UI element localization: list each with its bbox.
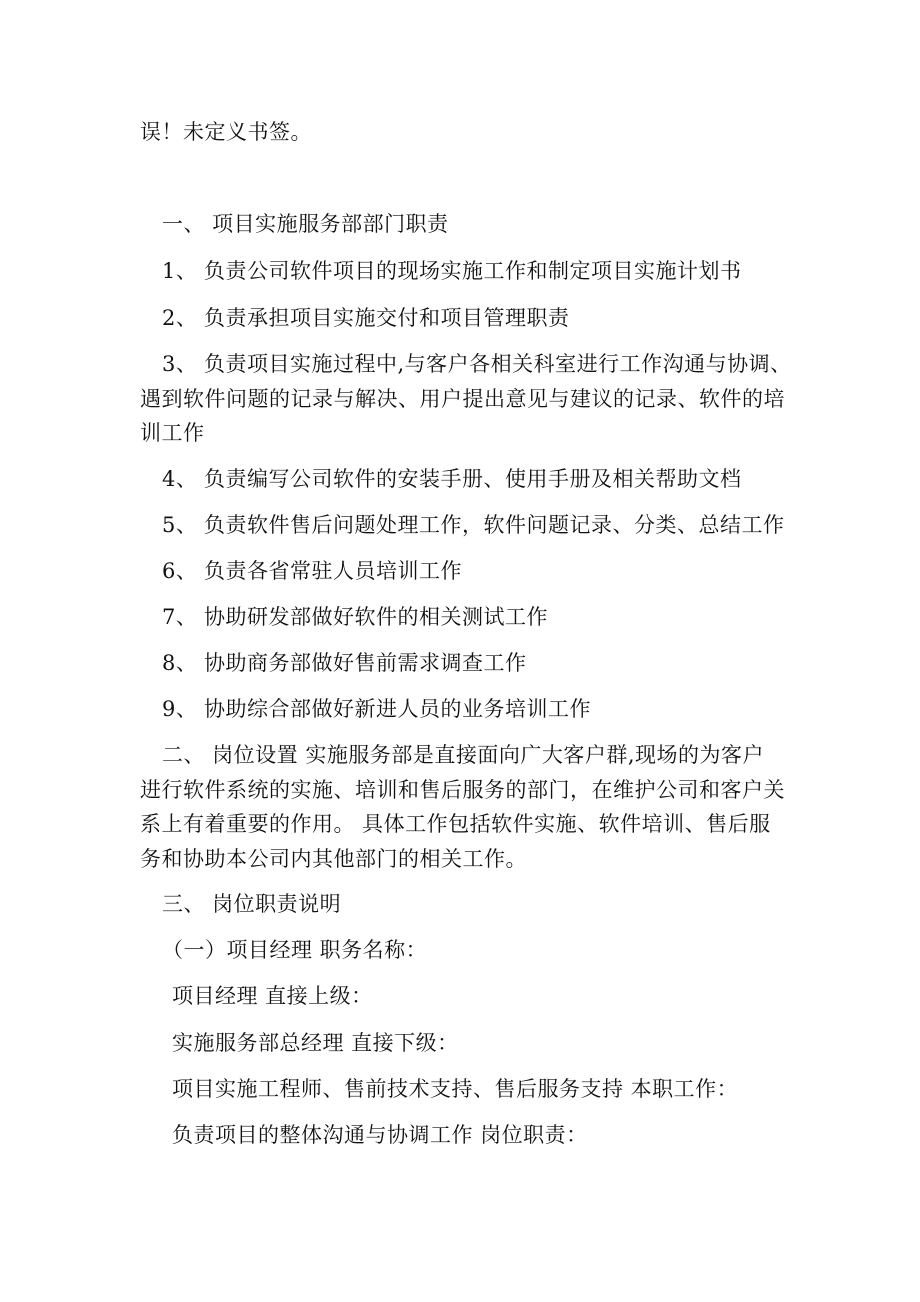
item-number: 6、	[162, 559, 198, 583]
item-text: 负责软件售后问题处理工作，软件问题记录、分类、总结工作	[204, 513, 785, 537]
item-text: 协助商务部做好售前需求调查工作	[204, 651, 527, 675]
item-text: 负责承担项目实施交付和项目管理职责	[204, 306, 570, 330]
list-item-continuation: 遇到软件问题的记录与解决、用户提出意见与建议的记录、软件的培	[140, 387, 785, 411]
section2-line: 务和协助本公司内其他部门的相关工作。	[140, 847, 527, 871]
list-item	[162, 513, 785, 537]
item-text: 协助研发部做好软件的相关测试工作	[204, 605, 548, 629]
item-number: 8、	[162, 651, 198, 675]
section3-line: 项目经理 直接上级：	[172, 984, 373, 1008]
list-item	[162, 559, 462, 583]
section2-line: 系上有着重要的作用。 具体工作包括软件实施、软件培训、售后服	[140, 812, 771, 836]
item-text: 协助综合部做好新进人员的业务培训工作	[204, 697, 591, 721]
list-item	[162, 605, 548, 629]
list-item	[162, 651, 527, 675]
item-text: 负责编写公司软件的安装手册、使用手册及相关帮助文档	[204, 467, 742, 491]
section3-line: 负责项目的整体沟通与协调工作 岗位职责：	[172, 1123, 588, 1147]
list-item	[162, 352, 792, 376]
section3-line: （一）项目经理 职务名称：	[162, 938, 428, 962]
item-text: 负责公司软件项目的现场实施工作和制定项目实施计划书	[204, 259, 742, 283]
list-item	[162, 697, 591, 721]
list-item	[162, 259, 742, 283]
item-number: 5、	[162, 513, 198, 537]
list-item-continuation: 训工作	[140, 421, 205, 445]
item-number: 4、	[162, 467, 198, 491]
section2-line: 二、 岗位设置 实施服务部是直接面向广大客户群,现场的为客户	[162, 743, 765, 767]
item-number: 2、	[162, 306, 198, 330]
list-item	[162, 467, 742, 491]
item-text: 负责各省常驻人员培训工作	[204, 559, 462, 583]
item-number: 3、	[162, 352, 198, 376]
section1-heading: 一、 项目实施服务部部门职责	[162, 212, 449, 236]
item-number: 9、	[162, 697, 198, 721]
item-number: 1、	[162, 259, 198, 283]
header-fragment: 误！未定义书签。	[140, 120, 312, 144]
section3-line: 项目实施工程师、售前技术支持、售后服务支持 本职工作：	[172, 1077, 739, 1101]
section2-line: 进行软件系统的实施、培训和售后服务的部门，在维护公司和客户关	[140, 778, 785, 802]
section3-line: 实施服务部总经理 直接下级：	[172, 1031, 459, 1055]
item-text: 负责项目实施过程中,与客户各相关科室进行工作沟通与协调、	[204, 352, 792, 376]
list-item	[162, 306, 570, 330]
section3-heading: 三、 岗位职责说明	[162, 892, 342, 916]
item-number: 7、	[162, 605, 198, 629]
